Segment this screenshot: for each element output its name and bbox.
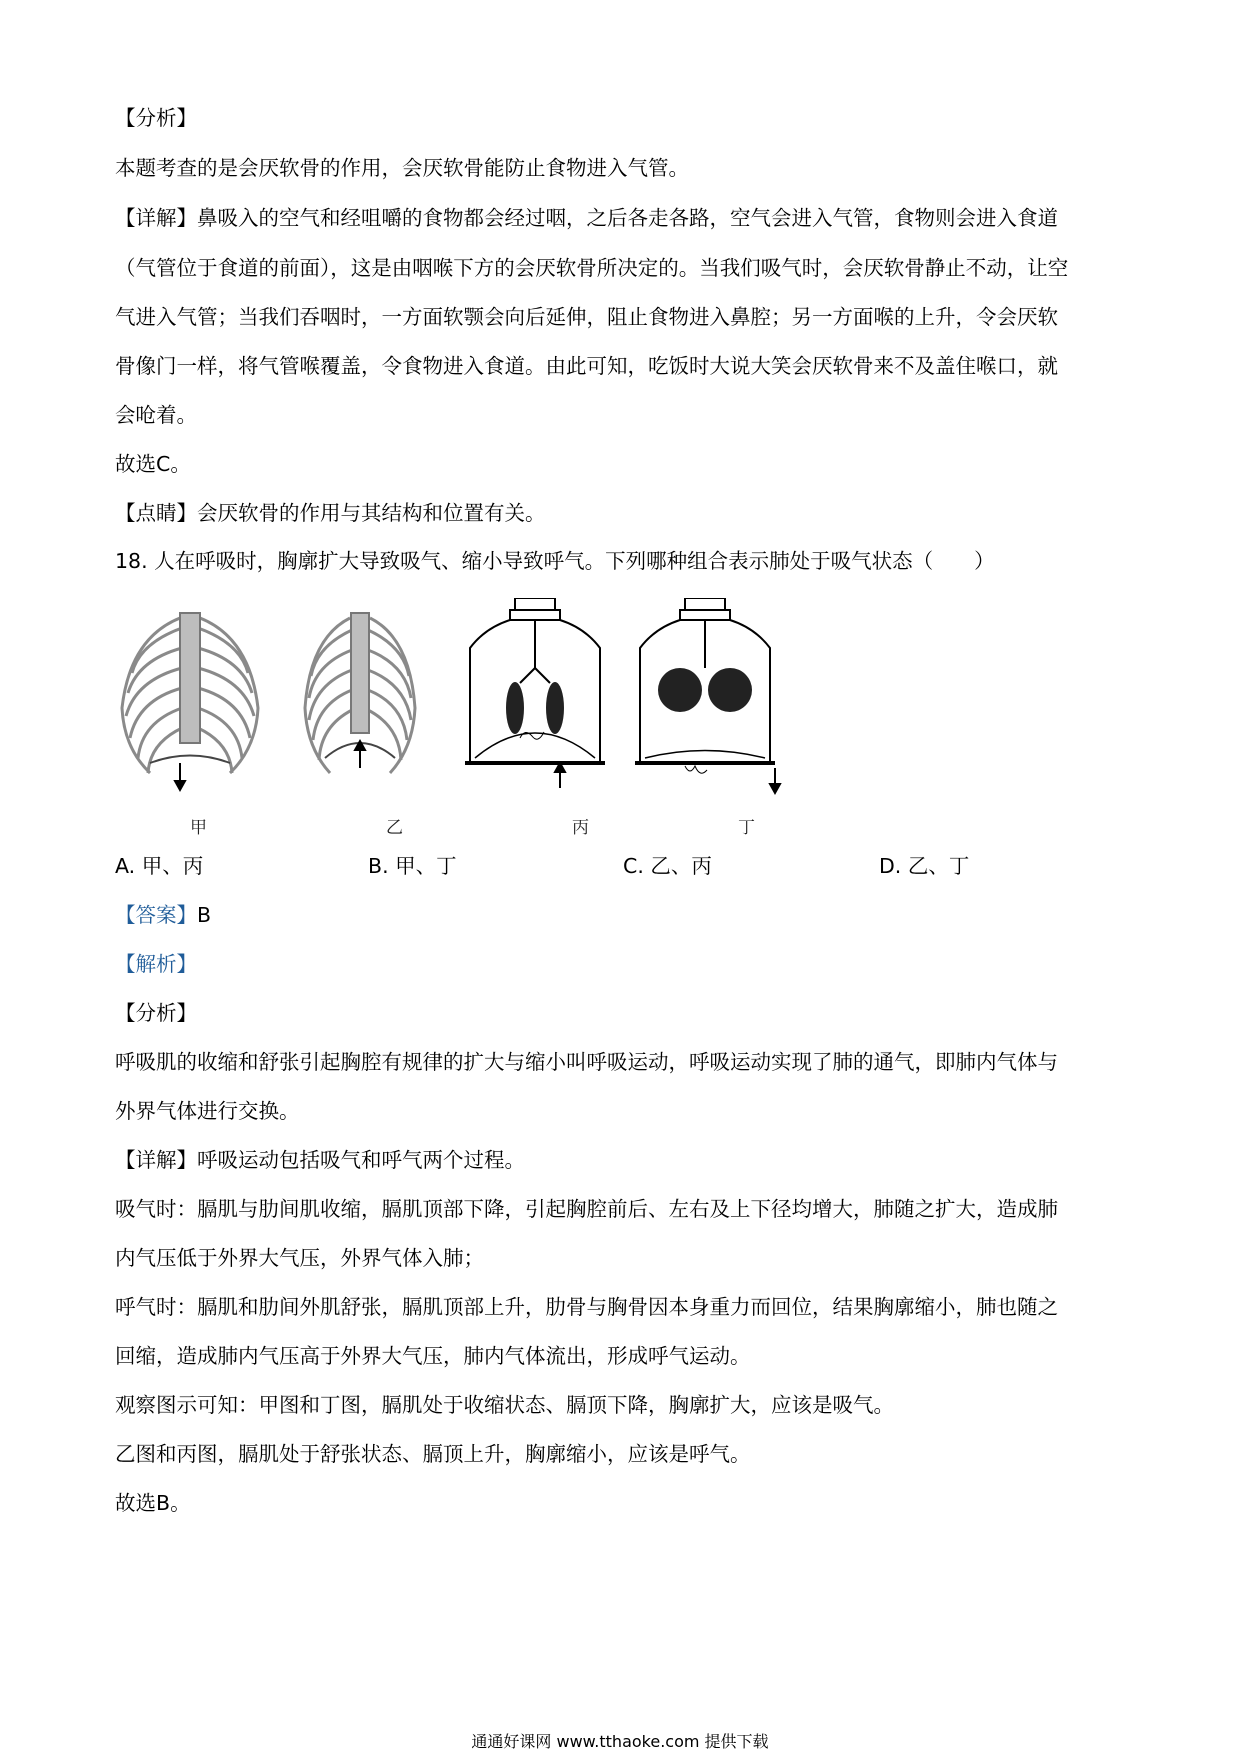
answer-line (115, 900, 1135, 930)
footer-credit: 通通好课网 www.tthaoke.com 提供下载 (471, 1732, 769, 1751)
lung-right (708, 668, 752, 712)
lung-right (546, 682, 564, 734)
breathing-figure (110, 598, 850, 838)
detail-line-3: 气进入气管；当我们吞咽时，一方面软颚会向后延伸，阻止食物进入鼻腔；另一方面喉的上升，令会厌软 (115, 305, 1058, 329)
question-stem: 18. 人在呼吸时，胸廓扩大导致吸气、缩小导致呼气。下列哪种组合表示肺处于吸气状态（ ） (115, 549, 995, 573)
detail-line-5: 会呛着。 (115, 403, 197, 427)
inhale-line-1: 吸气时：膈肌与肋间肌收缩，膈肌顶部下降，引起胸腔前后、左右及上下径均增大，肺随之扩大，造成肺 (115, 1197, 1058, 1221)
option-c: C. 乙、丙 (623, 854, 712, 878)
answer-tag: 【答案】 (115, 903, 197, 927)
detail-line-1: 【详解】鼻吸入的空气和经咀嚼的食物都会经过咽，之后各走各路，空气会进入气管，食物则会进入食道 (115, 206, 1058, 230)
analysis-heading-2: 【分析】 (115, 1001, 197, 1025)
remark-line: 【点睛】会厌软骨的作用与其结构和位置有关。 (115, 501, 546, 525)
detail-line-2: （气管位于食道的前面），这是由咽喉下方的会厌软骨所决定的。当我们吸气时，会厌软骨静止不动，让空 (115, 256, 1069, 280)
figure-label-ding: 丁 (738, 818, 755, 838)
choice-line-2: 故选B。 (115, 1491, 191, 1515)
option-d: D. 乙、丁 (879, 854, 970, 878)
lung-left (658, 668, 702, 712)
arrow-up-icon (355, 741, 365, 768)
figure-label-yi: 乙 (386, 818, 403, 838)
breathing-diagram (110, 598, 850, 838)
answer-value: B (197, 903, 212, 927)
arrow-down-icon (175, 763, 185, 790)
lung-left (506, 682, 524, 734)
exhale-line-1: 呼气时：膈肌和肋间外肌舒张，膈肌顶部上升，肋骨与胸骨因本身重力而回位，结果胸廓缩小，肺也随之 (115, 1295, 1058, 1319)
rib-cage-jia (122, 613, 258, 773)
observe-line-1: 观察图示可知：甲图和丁图，膈肌处于收缩状态、膈顶下降，胸廓扩大，应该是吸气。 (115, 1393, 894, 1417)
arrow-up-icon (555, 763, 565, 788)
inhale-line-2: 内气压低于外界大气压，外界气体入肺； (115, 1246, 484, 1270)
explain-tag: 【解析】 (115, 952, 197, 976)
analysis-heading: 【分析】 (115, 106, 197, 130)
observe-line-2: 乙图和丙图，膈肌处于舒张状态、膈顶上升，胸廓缩小，应该是呼气。 (115, 1442, 751, 1466)
option-b: B. 甲、丁 (368, 854, 457, 878)
detail-intro: 【详解】呼吸运动包括吸气和呼气两个过程。 (115, 1148, 525, 1172)
analysis-line-2: 外界气体进行交换。 (115, 1099, 300, 1123)
choice-line: 故选C。 (115, 452, 191, 476)
bell-jar-bing (465, 598, 605, 763)
figure-label-bing: 丙 (572, 818, 589, 838)
exhale-line-2: 回缩，造成肺内气压高于外界大气压，肺内气体流出，形成呼气运动。 (115, 1344, 751, 1368)
analysis-text: 本题考查的是会厌软骨的作用，会厌软骨能防止食物进入气管。 (115, 156, 689, 180)
figure-label-jia: 甲 (190, 818, 207, 838)
arrow-down-icon (770, 768, 780, 793)
detail-line-4: 骨像门一样，将气管喉覆盖，令食物进入食道。由此可知，吃饭时大说大笑会厌软骨来不及盖住喉口，就 (115, 354, 1058, 378)
analysis-line-1: 呼吸肌的收缩和舒张引起胸腔有规律的扩大与缩小叫呼吸运动，呼吸运动实现了肺的通气，即肺内气体与 (115, 1050, 1058, 1074)
bell-jar-ding (635, 598, 775, 773)
option-a: A. 甲、丙 (115, 854, 204, 878)
